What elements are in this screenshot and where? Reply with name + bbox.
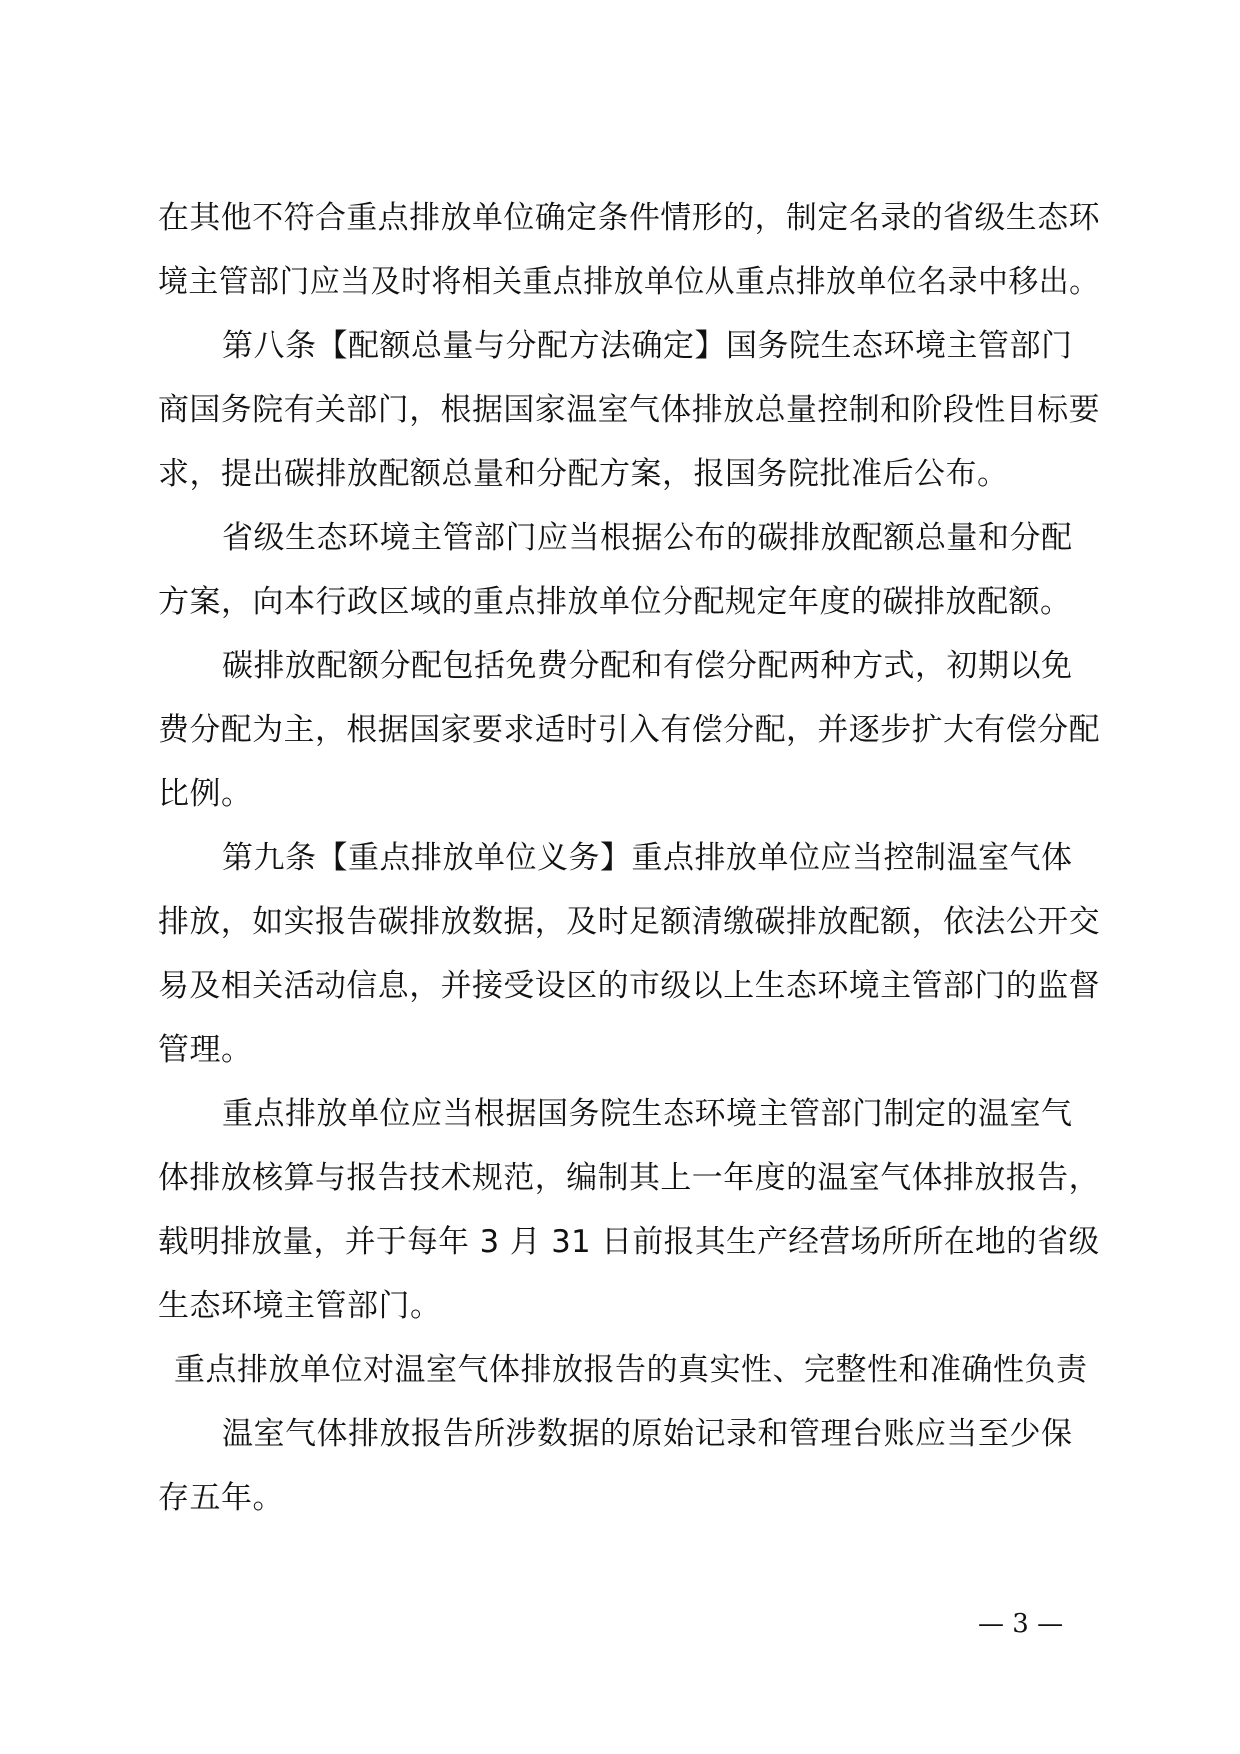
text-line: 载明排放量，并于每年 3 月 31 日前报其生产经营场所所在地的省级 xyxy=(158,1224,1100,1260)
text-line: 方案，向本行政区域的重点排放单位分配规定年度的碳排放配额。 xyxy=(158,584,1072,620)
text-line: 求，提出碳排放配额总量和分配方案，报国务院批准后公布。 xyxy=(158,456,1009,492)
text-line: 重点排放单位应当根据国务院生态环境主管部门制定的温室气 xyxy=(222,1096,1073,1132)
text-line: 排放，如实报告碳排放数据，及时足额清缴碳排放配额，依法公开交 xyxy=(158,904,1100,940)
text-line: 体排放核算与报告技术规范，编制其上一年度的温室气体排放报告， xyxy=(158,1160,1100,1196)
text-line: 碳排放配额分配包括免费分配和有偿分配两种方式，初期以免 xyxy=(222,648,1073,684)
text-line: 省级生态环境主管部门应当根据公布的碳排放配额总量和分配 xyxy=(222,520,1073,556)
text-line: 存五年。 xyxy=(158,1480,284,1516)
text-line: 管理。 xyxy=(158,1032,253,1068)
text-line: 温室气体排放报告所涉数据的原始记录和管理台账应当至少保 xyxy=(222,1416,1073,1452)
page-number: — 3 — xyxy=(978,1609,1064,1639)
text-line: 重点排放单位对温室气体排放报告的真实性、完整性和准确性负责 xyxy=(174,1352,1088,1388)
text-line: 费分配为主，根据国家要求适时引入有偿分配，并逐步扩大有偿分配 xyxy=(158,712,1100,748)
text-line: 生态环境主管部门。 xyxy=(158,1288,442,1324)
text-line: 第八条【配额总量与分配方法确定】国务院生态环境主管部门 xyxy=(222,328,1073,364)
text-line: 比例。 xyxy=(158,776,253,812)
text-line: 境主管部门应当及时将相关重点排放单位从重点排放单位名录中移出。 xyxy=(158,264,1100,300)
text-line: 第九条【重点排放单位义务】重点排放单位应当控制温室气体 xyxy=(222,840,1073,876)
text-line: 易及相关活动信息，并接受设区的市级以上生态环境主管部门的监督 xyxy=(158,968,1100,1004)
text-line: 商国务院有关部门，根据国家温室气体排放总量控制和阶段性目标要 xyxy=(158,392,1100,428)
text-line: 在其他不符合重点排放单位确定条件情形的，制定名录的省级生态环 xyxy=(158,200,1100,236)
